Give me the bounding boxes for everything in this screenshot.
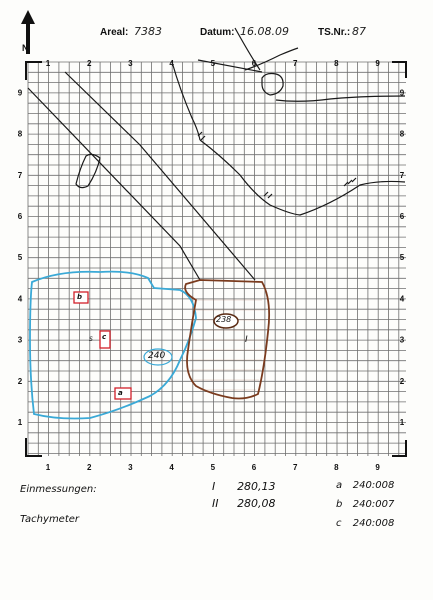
y-axis-label-left: 1 bbox=[17, 418, 23, 427]
legend-key: a bbox=[336, 480, 343, 491]
legend-right-row bbox=[336, 480, 394, 491]
north-label: N bbox=[22, 43, 29, 53]
x-axis-label-bottom: 1 bbox=[45, 463, 51, 472]
x-axis-label-bottom: 8 bbox=[334, 463, 339, 472]
legend-left-row bbox=[212, 497, 276, 510]
x-axis-label-bottom: 5 bbox=[210, 463, 216, 472]
x-axis-label-bottom: 3 bbox=[128, 463, 133, 472]
corner-marks bbox=[26, 62, 406, 456]
feature-i-outline bbox=[185, 280, 269, 399]
grid bbox=[28, 62, 406, 456]
y-axis-label-right: 4 bbox=[399, 294, 405, 304]
legend-right-row bbox=[336, 499, 394, 510]
y-axis-label-left: 5 bbox=[17, 253, 23, 263]
y-axis-label-right: 6 bbox=[399, 212, 405, 221]
legend-left-row bbox=[212, 480, 276, 493]
notes-line-2: Tachymeter bbox=[20, 514, 80, 525]
areal-label: Areal: bbox=[100, 27, 129, 38]
legend-value: 240:008 bbox=[352, 480, 395, 491]
x-axis-label-top: 3 bbox=[128, 59, 133, 68]
datum-value: 16.08.09 bbox=[240, 25, 289, 38]
sample-b-label: b bbox=[77, 293, 83, 301]
y-axis-label-right: 8 bbox=[399, 129, 405, 139]
x-axis-label-top: 6 bbox=[251, 59, 257, 68]
y-axis-label-left: 9 bbox=[17, 88, 23, 98]
linear-features bbox=[28, 28, 405, 280]
sample-c-label: c bbox=[102, 333, 107, 341]
y-axis-label-left: 3 bbox=[17, 335, 23, 345]
legend-key: II bbox=[212, 497, 219, 510]
legend-key: b bbox=[336, 499, 343, 510]
legend-left bbox=[212, 480, 276, 510]
y-axis-label-left: 8 bbox=[17, 129, 23, 139]
x-axis-label-bottom: 2 bbox=[86, 463, 92, 472]
x-axis-label-top: 5 bbox=[210, 59, 216, 68]
x-axis-label-bottom: 9 bbox=[375, 463, 380, 472]
x-axis-label-bottom: 4 bbox=[169, 463, 174, 472]
legend-value: 280,13 bbox=[237, 480, 276, 493]
feature-240-label: 240 bbox=[148, 351, 166, 361]
datum-label: Datum: bbox=[200, 27, 235, 38]
x-axis-label-top: 9 bbox=[375, 59, 380, 68]
sample-a-label: a bbox=[118, 389, 123, 397]
x-axis-label-top: 7 bbox=[292, 59, 298, 68]
tsnr-label: TS.Nr.: bbox=[318, 27, 351, 38]
notes-line-1: Einmessungen: bbox=[20, 484, 97, 495]
x-axis-label-top: 2 bbox=[86, 59, 92, 68]
y-axis-label-right: 9 bbox=[399, 88, 405, 98]
y-axis-label-left: 7 bbox=[17, 170, 23, 180]
x-axis-label-top: 8 bbox=[334, 59, 339, 68]
x-axis-label-bottom: 7 bbox=[292, 463, 298, 472]
x-axis-label-top: 1 bbox=[45, 59, 51, 68]
y-axis-label-right: 3 bbox=[399, 335, 405, 345]
y-axis-label-left: 6 bbox=[17, 212, 23, 221]
y-axis-label-right: 2 bbox=[399, 376, 405, 386]
legend-right bbox=[336, 480, 394, 529]
x-axis-label-top: 4 bbox=[169, 59, 174, 68]
y-axis-label-right: 7 bbox=[399, 170, 405, 180]
feature-i-label: I bbox=[245, 335, 248, 345]
legend-right-row bbox=[336, 518, 394, 529]
y-axis-label-left: 4 bbox=[17, 294, 23, 304]
x-axis-label-bottom: 6 bbox=[251, 463, 257, 472]
legend-key: I bbox=[212, 480, 216, 493]
legend-value: 240:007 bbox=[352, 499, 395, 510]
sample-boxes bbox=[74, 292, 131, 399]
legend-value: 240:008 bbox=[352, 518, 395, 529]
legend-key: c bbox=[336, 518, 342, 529]
areal-value: 7383 bbox=[134, 25, 162, 38]
y-axis-label-right: 5 bbox=[399, 253, 405, 263]
tsnr-value: 87 bbox=[352, 25, 366, 38]
feature-240-outline bbox=[30, 272, 196, 419]
y-axis-label-left: 2 bbox=[17, 376, 23, 386]
y-axis-label-right: 1 bbox=[399, 418, 405, 427]
legend-value: 280,08 bbox=[237, 497, 276, 510]
feature-238-label: 238 bbox=[216, 315, 232, 324]
feature-s-label: S bbox=[89, 336, 93, 343]
